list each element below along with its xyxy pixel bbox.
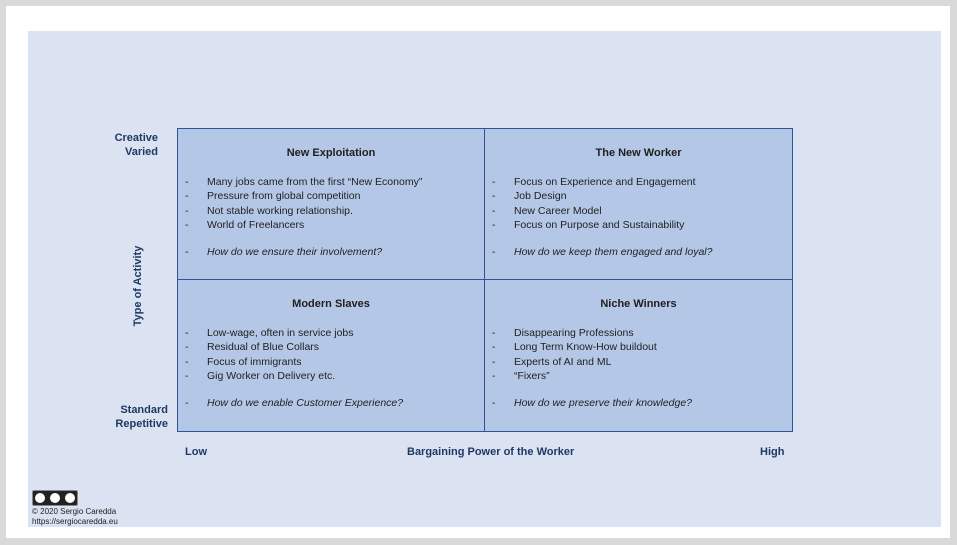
y-bottom-line-1: Standard bbox=[120, 404, 168, 416]
quadrant-title: New Exploitation bbox=[286, 147, 376, 159]
list-item: - Pressure from global competition bbox=[185, 190, 361, 203]
bullet-list bbox=[492, 326, 657, 383]
quadrant-question: - How do we keep them engaged and loyal? bbox=[492, 246, 713, 258]
credit bbox=[32, 507, 118, 527]
y-top-line-2: Varied bbox=[124, 146, 158, 158]
bullet-list bbox=[492, 175, 696, 232]
list-item: - Focus on Purpose and Sustainability bbox=[492, 218, 685, 231]
list-item: - Focus of immigrants bbox=[185, 355, 302, 368]
quadrant-grid bbox=[177, 128, 793, 432]
y-axis-title: Type of Activity bbox=[132, 245, 144, 327]
list-item: - Experts of AI and ML bbox=[492, 355, 612, 368]
quadrant-the-new-worker bbox=[485, 129, 792, 280]
list-item: - Not stable working relationship. bbox=[185, 204, 353, 217]
quadrant-title: Modern Slaves bbox=[292, 298, 370, 310]
quadrant-title: The New Worker bbox=[595, 147, 682, 159]
y-axis-top-label bbox=[88, 131, 158, 159]
list-item: - Gig Worker on Delivery etc. bbox=[185, 369, 336, 382]
list-item: - World of Freelancers bbox=[185, 218, 305, 231]
x-axis-low-label: Low bbox=[185, 446, 207, 458]
list-item: - Job Design bbox=[492, 190, 567, 203]
list-item: - Long Term Know-How buildout bbox=[492, 341, 657, 354]
bullet-list bbox=[185, 175, 422, 232]
quadrant-niche-winners bbox=[485, 280, 792, 431]
quadrant-modern-slaves bbox=[178, 280, 485, 431]
quadrant-title: Niche Winners bbox=[600, 298, 677, 310]
list-item: - “Fixers” bbox=[492, 369, 550, 382]
list-item: - Disappearing Professions bbox=[492, 327, 634, 339]
y-axis-bottom-label bbox=[88, 403, 168, 431]
list-item: - Residual of Blue Collars bbox=[185, 341, 320, 354]
quadrant-question: - How do we preserve their knowledge? bbox=[492, 397, 693, 409]
quadrant-question: - How do we ensure their involvement? bbox=[185, 246, 383, 258]
author-url: https://sergiocaredda.eu bbox=[32, 517, 118, 526]
x-axis-high-label: High bbox=[760, 446, 785, 458]
list-item: - Many jobs came from the first “New Economy” bbox=[185, 176, 423, 188]
slide-frame bbox=[6, 6, 950, 538]
quadrant-question: - How do we enable Customer Experience? bbox=[185, 397, 404, 409]
y-bottom-line-2: Repetitive bbox=[115, 418, 168, 430]
bullet-list bbox=[185, 326, 354, 383]
list-item: - New Career Model bbox=[492, 204, 602, 217]
quadrant-new-exploitation bbox=[178, 129, 485, 280]
y-top-line-1: Creative bbox=[114, 132, 158, 144]
copyright-text: © 2020 Sergio Caredda bbox=[32, 507, 117, 516]
list-item: - Focus on Experience and Engagement bbox=[492, 176, 696, 188]
slide bbox=[28, 31, 941, 527]
cc-license-icon bbox=[32, 490, 78, 506]
x-axis-title: Bargaining Power of the Worker bbox=[407, 446, 575, 458]
list-item: - Low-wage, often in service jobs bbox=[185, 327, 354, 339]
